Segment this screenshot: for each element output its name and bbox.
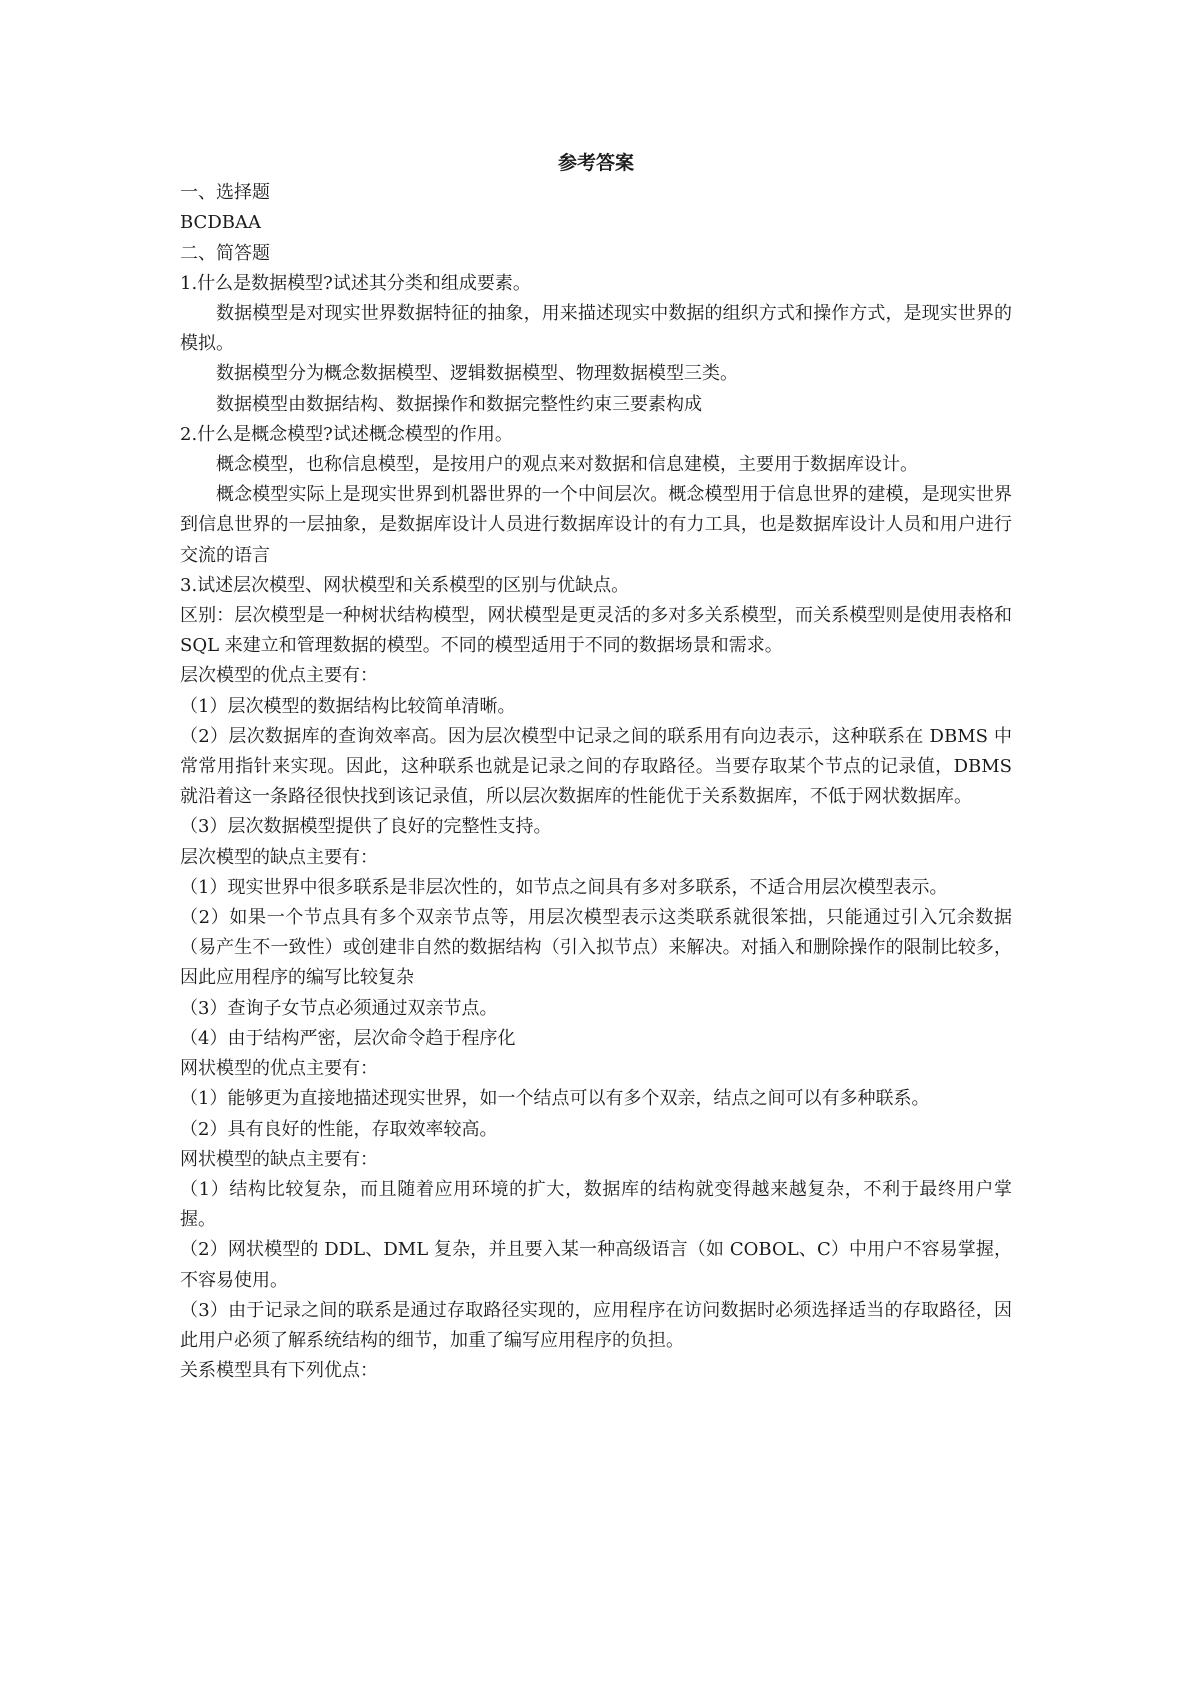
paragraph: （3）由于记录之间的联系是通过存取路径实现的，应用程序在访问数据时必须选择适当的存取路径，因此用户必须了解系统结构的细节，加重了编写应用程序的负担。 <box>180 1299 1012 1351</box>
paragraph: （1）能够更为直接地描述现实世界，如一个结点可以有多个双亲，结点之间可以有多种联系。 <box>180 1088 930 1110</box>
paragraph: 二、简答题 <box>180 242 270 264</box>
paragraph: 层次模型的优点主要有： <box>180 665 378 687</box>
paragraph: 层次模型的缺点主要有： <box>180 846 378 868</box>
page-title: 参考答案 <box>557 152 634 174</box>
paragraph: （3）层次数据模型提供了良好的完整性支持。 <box>180 816 552 838</box>
paragraph: 概念模型，也称信息模型，是按用户的观点来对数据和信息建模，主要用于数据库设计。 <box>216 454 918 476</box>
paragraph: （2）网状模型的 DDL、DML 复杂，并且要入某一种高级语言（如 COBOL、C）中用户不容易掌握，不容易使用。 <box>180 1239 1012 1291</box>
paragraph: 区别：层次模型是一种树状结构模型，网状模型是更灵活的多对多关系模型，而关系模型则是使用表格和 SQL 来建立和管理数据的模型。不同的模型适用于不同的数据场景和需求。 <box>180 605 1012 657</box>
paragraph: 数据模型分为概念数据模型、逻辑数据模型、物理数据模型三类。 <box>216 363 738 385</box>
paragraph: 网状模型的优点主要有： <box>180 1058 378 1080</box>
paragraph: 数据模型是对现实世界数据特征的抽象，用来描述现实中数据的组织方式和操作方式，是现实世界的模拟。 <box>180 303 1012 355</box>
paragraph: 关系模型具有下列优点： <box>180 1360 378 1382</box>
paragraph: （2）具有良好的性能，存取效率较高。 <box>180 1118 498 1140</box>
paragraph: 网状模型的缺点主要有： <box>180 1148 378 1170</box>
paragraph: 一、选择题 <box>180 182 270 204</box>
paragraph: （4）由于结构严密，层次命令趋于程序化 <box>180 1027 516 1049</box>
paragraph: 1.什么是数据模型?试述其分类和组成要素。 <box>180 272 531 294</box>
paragraph: （2）如果一个节点具有多个双亲节点等，用层次模型表示这类联系就很笨拙，只能通过引入冗余数据（易产生不一致性）或创建非自然的数据结构（引入拟节点）来解决。对插入和删除操作的限制比较多，因此应用程序的编写比较复杂 <box>180 907 1012 989</box>
paragraph: （2）层次数据库的查询效率高。因为层次模型中记录之间的联系用有向边表示，这种联系在 DBMS 中常常用指针来实现。因此，这种联系也就是记录之间的存取路径。当要存取某个节点的记录值，DBMS 就沿着这一条路径很快找到该记录值，所以层次数据库的性能优于关系数据库，不低于网状数据库。 <box>180 725 1012 808</box>
paragraph: 数据模型由数据结构、数据操作和数据完整性约束三要素构成 <box>216 393 702 415</box>
paragraph: 概念模型实际上是现实世界到机器世界的一个中间层次。概念模型用于信息世界的建模，是现实世界到信息世界的一层抽象，是数据库设计人员进行数据库设计的有力工具，也是数据库设计人员和用户进行交流的语言 <box>180 484 1012 566</box>
paragraph: 3.试述层次模型、网状模型和关系模型的区别与优缺点。 <box>180 574 630 596</box>
paragraph: （1）层次模型的数据结构比较简单清晰。 <box>180 695 516 717</box>
paragraph: （1）现实世界中很多联系是非层次性的，如节点之间具有多对多联系，不适合用层次模型表示。 <box>180 876 948 898</box>
paragraph: 2.什么是概念模型?试述概念模型的作用。 <box>180 423 513 445</box>
paragraph: （3）查询子女节点必须通过双亲节点。 <box>180 997 498 1019</box>
paragraph: BCDBAA <box>180 212 261 234</box>
paragraph: （1）结构比较复杂，而且随着应用环境的扩大，数据库的结构就变得越来越复杂，不利于最终用户掌握。 <box>180 1178 1012 1231</box>
document-page <box>180 148 1012 1386</box>
document-body <box>180 178 1012 1386</box>
